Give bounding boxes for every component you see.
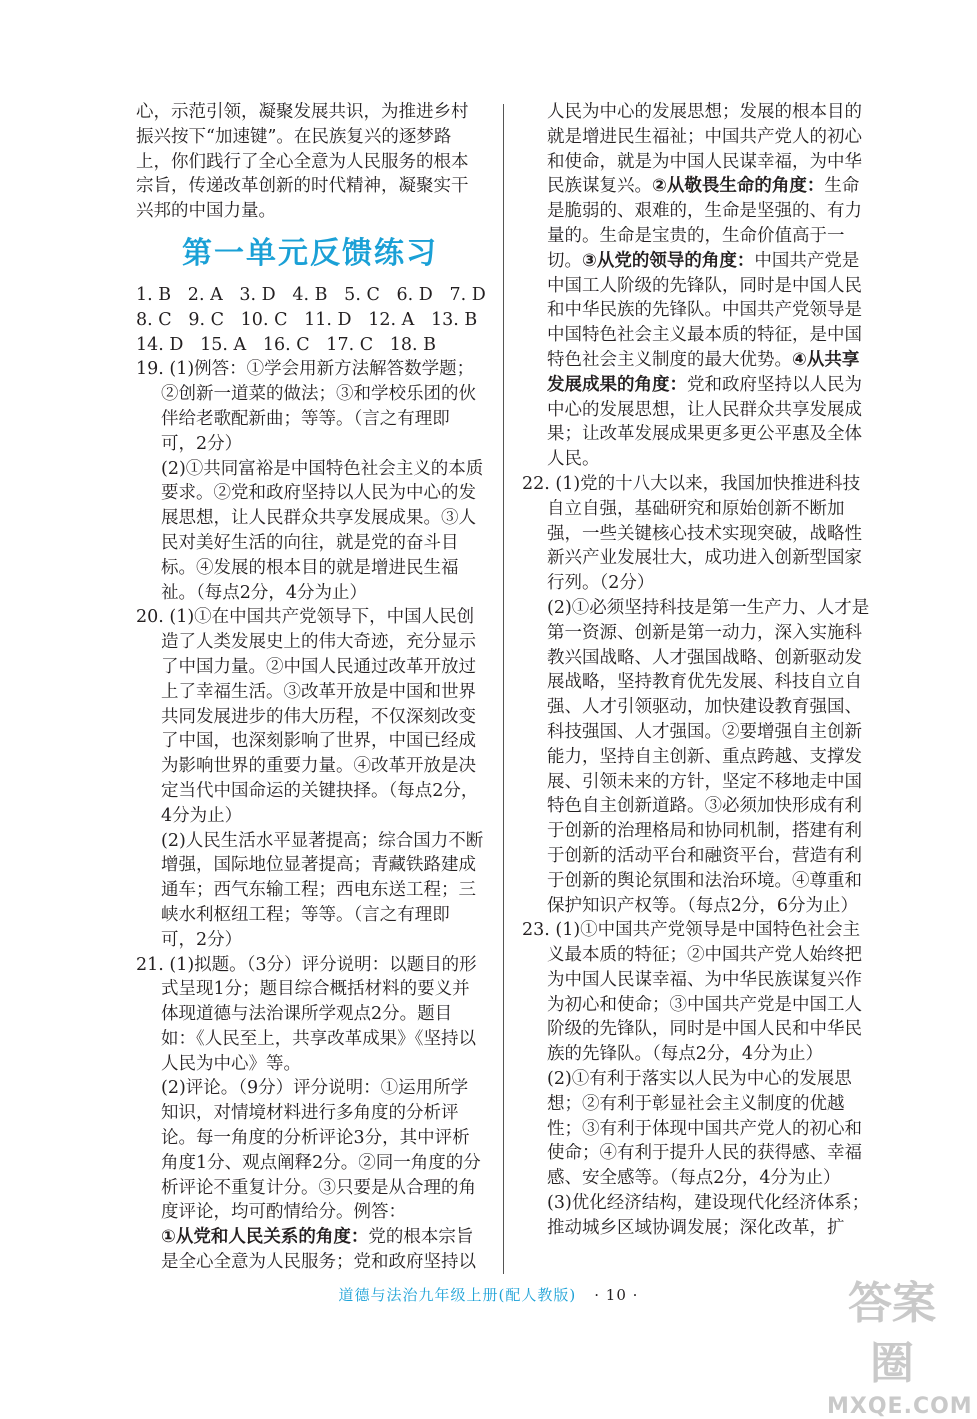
- q21-continuation: [522, 100, 870, 472]
- right-column: [522, 100, 870, 1241]
- book-title: 道德与法治九年级上册(配人教版): [338, 1286, 577, 1304]
- column-divider: [503, 104, 504, 1274]
- choice-answers-row-3: 14. D 15. A 16. C 17. C 18. B: [136, 334, 437, 355]
- q22-part2: (2)①必须坚持科技是第一生产力、人才是第一资源、创新是第一动力，深入实施科教兴国战略、人才强国战略、创新驱动发展战略，坚持教育优先发展、科技自立自强、人才引领驱动，加快建设教育强国、科技强国、人才强国。②要增强自主创新能力，坚持自主创新、重点跨越、支撑发展、引领未来的方针，坚定不移地走中国特色自主创新道路。③必须加快形成有利于创新的治理格局和协同机制，搭建有利于创新的活动平台和融资平台，营造有利于创新的舆论氛围和法治环境。④尊重和保护知识产权等。（每点2分，6分为止）: [547, 597, 870, 916]
- q21-angle-3-heading: ③从党的领导的角度：: [582, 250, 755, 271]
- q21-angle-3-text: 中国共产党是中国工人阶级的先锋队，同时是中国人民和中华民族的先锋队。中国共产党领导是中国特色社会主义最本质的特征，是中国特色社会主义制度的最大优势。: [547, 250, 862, 370]
- watermark-top: 答案圈: [848, 1278, 936, 1389]
- q20-part1: 20. (1)①在中国共产党领导下，中国人民创造了人类发展史上的伟大奇迹，充分显示了中国力量。②中国人民通过改革开放过上了幸福生活。③改革开放是中国和世界共同发展进步的伟大历程，不仅深刻改变了中国，也深刻影响了世界，中国已经成为影响世界的重要力量。④改革开放是决定当代中国命运的关键抉择。（每点2分，4分为止）: [136, 607, 479, 826]
- choice-answers-row-2: 8. C 9. C 10. C 11. D 12. A 13. B: [136, 309, 478, 330]
- q20-part2: (2)人民生活水平显著提高；综合国力不断增强，国际地位显著提高；青藏铁路建成通车；西气东输工程；西电东送工程；三峡水利枢纽工程；等等。（言之有理即可，2分）: [161, 830, 484, 950]
- q21-angle-2-heading: ②从敬畏生命的角度：: [652, 176, 825, 197]
- watermark-logo: [827, 1274, 973, 1419]
- left-column: [136, 100, 484, 1275]
- q21-angle-1-text: 党的根本宗旨是全心全意为人民服务；党和政府坚持以: [161, 1227, 476, 1273]
- q19-part2: (2)①共同富裕是中国特色社会主义的本质要求。②党和政府坚持以人民为中心的发展思想，让人民群众共享发展成果。③人民对美好生活的向往，就是党的奋斗目标。④发展的根本目的就是增进民生福祉。（每点2分，4分为止）: [161, 458, 484, 603]
- q19-part1: 19. (1)例答：①学会用新方法解答数学题；②创新一道菜的做法；③和学校乐团的伙伴给老歌配新曲；等等。（言之有理即可，2分）: [136, 359, 476, 454]
- q21-angle-4-text: 党和政府坚持以人民为中心的发展思想，让人民群众共享发展成果；让改革发展成果更多更公平惠及全体人民。: [547, 374, 862, 470]
- q21-part2: (2)评论。（9分）评分说明：①运用所学知识，对情境材料进行多角度的分析评论。每一角度的分析评论3分，其中评析角度1分、观点阐释2分。②同一角度的分析评论不重复计分。③只要是从合理的角度评论，均可酌情给分。例答：: [161, 1078, 481, 1223]
- q21-angle-1-heading: ①从党和人民关系的角度：: [161, 1227, 369, 1248]
- q21-angle-1: [136, 1225, 484, 1275]
- q21-angle-1-continued: 人民为中心的发展思想；发展的根本目的就是增进民生福祉；中国共产党人的初心和使命，就是为中国人民谋幸福，为中华民族谋复兴。: [547, 102, 862, 197]
- page-number: · 10 ·: [594, 1286, 639, 1304]
- section-title: 第一单元反馈练习: [182, 235, 438, 271]
- q23-part2: (2)①有利于落实以人民为中心的发展思想；②有利于彰显社会主义制度的优越性；③有利于体现中国共产党人的初心和使命；④有利于提升人民的获得感、幸福感、安全感等。（每点2分，4分为止）: [547, 1069, 862, 1189]
- q21-angle-4-heading: ④从共享发展成果的角度：: [547, 349, 860, 395]
- q22-part1: 22. (1)党的十八大以来，我国加快推进科技自立自强，基础研究和原始创新不断加强，一些关键核心技术实现突破，战略性新兴产业发展壮大，成功进入创新型国家行列。（2分）: [522, 473, 862, 594]
- watermark-bottom: MXQE.COM: [827, 1394, 973, 1419]
- q21-part1: 21. (1)拟题。（3分）评分说明：以题目的形式呈现1分；题目综合概括材料的要义并体现道德与法治课所学观点2分。题目如：《人民至上，共享改革成果》《坚持以人民为中心》等。: [136, 954, 477, 1074]
- q23-part1: 23. (1)①中国共产党领导是中国特色社会主义最本质的特征；②中国共产党人始终把为中国人民谋幸福、为中华民族谋复兴作为初心和使命；③中国共产党是中国工人阶级的先锋队，同时是中国人民和中华民族的先锋队。（每点2分，4分为止）: [522, 920, 862, 1065]
- q23-part3: (3)优化经济结构，建设现代化经济体系；推动城乡区域协调发展；深化改革，扩: [547, 1193, 870, 1238]
- intro-paragraph: 心，示范引领，凝聚发展共识，为推进乡村振兴按下“加速键”。在民族复兴的逐梦路上，你们践行了全心全意为人民服务的根本宗旨，传递改革创新的时代精神，凝聚实干兴邦的中国力量。: [136, 102, 469, 222]
- choice-answers-row-1: 1. B 2. A 3. D 4. B 5. C 6. D 7. D: [136, 284, 486, 305]
- q21-angle-2-text: 生命是脆弱的、艰难的，生命是坚强的、有力量的。生命是宝贵的，生命价值高于一切。: [547, 176, 862, 271]
